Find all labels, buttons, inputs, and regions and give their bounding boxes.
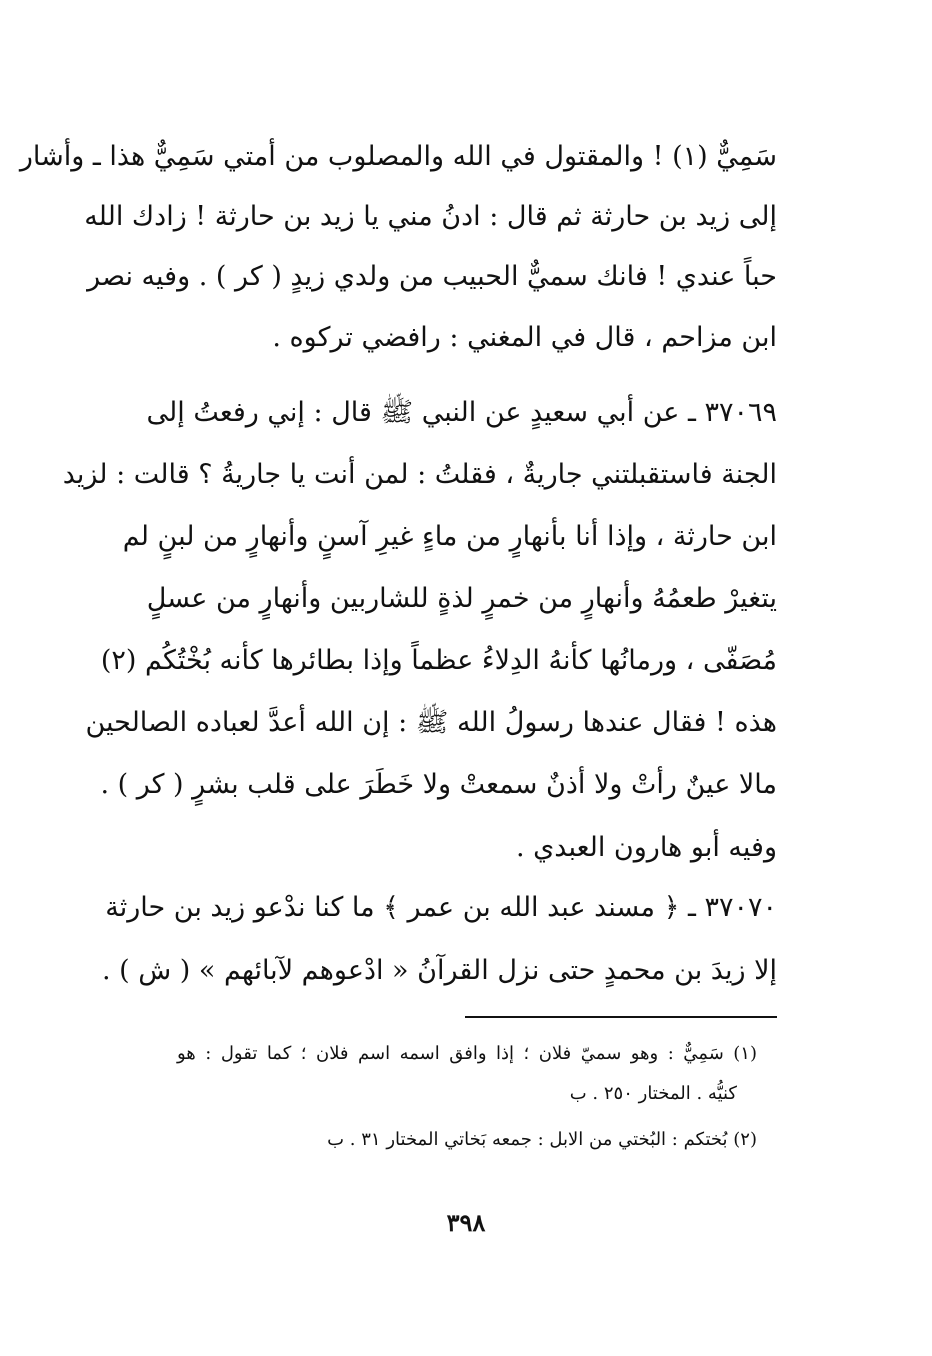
page-number: ٣٩٨	[446, 1208, 486, 1237]
body-line: ٣٧٠٧٠ ـ ﴿ مسند عبد الله بن عمر ﴾ ما كنا ندْعو زيد بن حارثة	[105, 892, 777, 923]
footnote-line: كنيُّه . المختار ٢٥٠ . ب	[569, 1083, 737, 1104]
footnote-separator	[465, 1016, 777, 1018]
body-line: إلى زيد بن حارثة ثم قال : ادنُ مني يا زيد بن حارثة ! زادك الله	[84, 201, 777, 232]
footnote-line: (٢) بُختكم : البُختي من الابل : جمعه بَخاتي المختار ٣١ . ب	[327, 1129, 757, 1150]
body-line: إلا زيدَ بن محمدٍ حتى نزل القرآنُ « ادْعوهم لآبائهم » ( ش ) .	[101, 955, 777, 986]
body-line: مالا عينٌ رأتْ ولا أذنٌ سمعتْ ولا خَطَرَ على قلب بشرٍ ( كر ) .	[100, 769, 777, 800]
body-line: يتغيرْ طعمُهُ وأنهارٍ من خمرٍ لذةٍ للشاربين وأنهارٍ من عسلٍ	[146, 583, 777, 614]
body-line: وفيه أبو هارون العبدي .	[515, 832, 777, 863]
body-line: ٣٧٠٦٩ ـ عن أبي سعيدٍ عن النبي ﷺ قال : إني رفعتُ إلى	[146, 397, 777, 428]
body-line: حباً عندي ! فانك سميٌّ الحبيب من ولدي زيدٍ ( كر ) . وفيه نصر	[87, 261, 777, 292]
footnote-line: (١) سَمِيٌّ : وهو سميّ فلان ؛ إذا وافق اسمه اسم فلان ؛ كما تقول : هو	[177, 1043, 757, 1064]
body-line: ابن مزاحم ، قال في المغني : رافضي تركوه .	[272, 322, 777, 353]
body-line: هذه ! فقال عندها رسولُ الله ﷺ : إن الله أعدَّ لعباده الصالحين	[85, 707, 777, 738]
body-line: مُصَفّى ، ورمانُها كأنهُ الدِلاءُ عظماً وإذا بطائرها كأنه بُخْتُكُم (٢)	[100, 645, 777, 676]
body-line: ابن حارثة ، وإذا أنا بأنهارٍ من ماءٍ غيرِ آسنٍ وأنهارٍ من لبنٍ لم	[122, 521, 777, 552]
body-line: الجنة فاستقبلتني جاريةٌ ، فقلتُ : لمن أنت يا جاريةُ ؟ قالت : لزيد	[62, 459, 777, 490]
body-line: سَمِيٌّ (١) ! والمقتول في الله والمصلوب من أمتي سَمِيٌّ هذا ـ وأشار	[19, 141, 777, 172]
